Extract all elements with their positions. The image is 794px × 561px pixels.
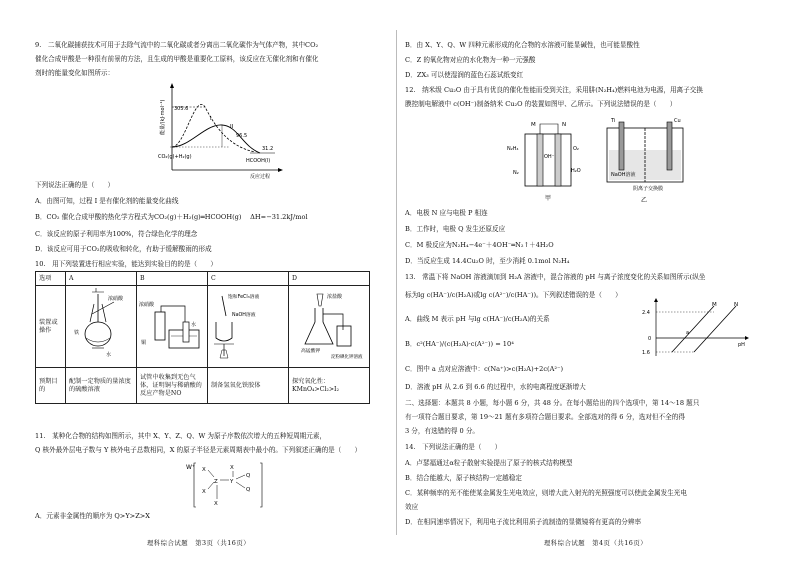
electrode-n: N [562,122,567,128]
fuel-n2h4: N₂H₄ [507,146,519,152]
q10-option-table [35,271,370,404]
membrane-label: 阴离子交换膜 [633,186,664,192]
q9-option-c: C．该反应的原子利用率为100%，符合绿色化学的理念 [35,230,198,238]
q14-option-c: C．某种频率的光不能使某金属发生光电效应，则增大此入射光的光照强度可以使此金属发生光电 [405,489,687,497]
row-label-device: 装置或操作 [36,286,66,368]
atom-q-2: Q [246,487,251,493]
apparatus-b [137,286,207,364]
purpose-a: 配制一定物质的量浓度的硫酸溶液 [66,368,137,404]
atom-w: W⁺ [186,464,196,471]
energy-ylabel: 能量/(kJ·mol⁻¹) [160,99,166,135]
q11-option-d: D．ZX₃ 可以使湿润的蓝色石蕊试纸变红 [405,71,524,79]
label-ki-starch: 淀粉碘化钾溶液 [331,355,363,360]
purpose-c: 制备氢氧化铁胶体 [208,368,289,404]
curve-m: M [712,302,717,308]
y-tick-0: 0 [648,336,652,342]
label-nitric-acid: 浓硝酸 [108,296,124,302]
header-d: D [289,272,370,286]
q12-option-a: A．电极 N 应与电极 P 相连 [405,209,488,217]
ion-oh: OH⁻ [544,154,555,160]
exam-page-4 [397,0,794,561]
header-a: A [66,272,137,286]
fig-jia: 甲 [545,195,552,202]
q10-stem: 10. 用下列装置进行相应实验，能达到实验目的的是（ ） [35,260,217,268]
fig-yi: 乙 [641,197,648,204]
q12-option-b: B．工作时，电极 Q 发生还原反应 [405,225,506,233]
q13-option-b: B．c²(HA⁻)/(c(H₂A)·c(A²⁻)) = 10⁴ [405,340,514,348]
q14-option-c-cont: 效应 [405,503,419,511]
header-option: 选项 [36,272,66,286]
q14-option-d: D．在相同速率情况下，利用电子流比利用质子流制造的显微镜将有更高的分辨率 [405,518,642,526]
q9-option-d: D．该反应可用于CO₂的吸收和转化，有助于缓解酸雨的形成 [35,245,212,253]
purpose-b: 试管中收集到无色气体，证明铜与稀硝酸的反应产物是NO [137,368,208,404]
part2-line-3: 3 分，有选错的得 0 分。 [405,427,480,435]
part2-line-1: 二、选择题：本题共 8 小题，每小题 6 分，共 48 分。在每小题给出的四个选项中，第 14～18 题只 [405,399,700,407]
page-footer-3: 理科综合试题 第3页（共16页） [146,539,251,547]
label-kmno4: 高锰酸钾 [301,349,321,354]
q14-option-b: B．结合能越大，原子核结构一定越稳定 [405,474,522,482]
gas-o2: O₂ [573,146,579,152]
label-hcl: 浓盐酸 [327,294,343,300]
water-h2o: H₂O [571,168,581,174]
atom-x-2: X [202,489,206,495]
atom-x-3: X [214,501,218,507]
electrode-m: M [531,122,536,128]
header-b: B [137,272,208,286]
q12-option-c: C．M 极反应为N₂H₄−4e⁻＋4OH⁻═N₂↑＋4H₂O [405,241,554,249]
product-label: HCOOH(l) [246,158,271,164]
q9-question: 下列说法正确的是（ ） [35,181,115,189]
gas-n2: N₂ [513,170,519,176]
energy-value-31: 31.2 [262,146,274,152]
q9-option-a: A．由图可知，过程 I 是有催化剂的能量变化曲线 [35,197,179,205]
q9-stem-line-3: 剂时的能量变化如图所示： [35,69,115,77]
atom-q-1: Q [246,473,251,479]
compound-structure [178,457,278,513]
y-tick-2-4: 2.4 [642,310,650,316]
energy-xlabel: 反应过程 [250,174,271,180]
q13-stem-line-1: 13. 常温下将 NaOH 溶液滴加到 H₂A 溶液中，混合溶液的 pH 与离子浓度变化的关系如图所示(纵坐 [405,273,706,281]
apparatus-d [289,286,369,364]
reactant-label: CO₂(g)+H₂(g) [158,154,192,160]
y-tick-1-6: 1.6 [642,350,650,356]
atom-z: Z [214,479,218,485]
curve-n: N [734,302,739,308]
energy-value-305: 305.6 [174,106,189,112]
label-b-water: 水 [191,322,197,328]
purpose-d: 探究氧化性：KMnO₄>Cl₂>I₂ [289,368,370,404]
label-water: 水 [106,352,112,358]
atom-x-4: X [230,465,234,471]
part2-line-2: 有一项符合题目要求，第 19～21 题有多项符合题目要求。全部选对的得 6 分，选对但不全的得 [405,413,685,421]
point-a: a [686,330,690,336]
label-b-nitric: 浓硝酸 [139,302,155,308]
apparatus-c [208,286,288,364]
q9-stem-line-1: 9. 二氧化碳捕获技术可用于去除气流中的二氧化碳或者分离出二氧化碳作为气体产物，其中CO₂ [35,41,319,49]
curve-label-1: I [210,116,212,122]
q11-stem-line-2: Q 核外最外层电子数与 Y 核外电子总数相同，X 的原子半径是元素周期表中最小的。下列叙述正确的是（ ） [35,446,362,454]
label-iron: 铁 [74,330,80,336]
q11-stem-line-1: 11. 某种化合物的结构如图所示，其中 X、Y、Z、Q、W 为原子序数依次增大的五种短周期元素， [35,432,327,440]
page-footer-4: 理科综合试题 第4页（共16页） [543,539,648,547]
electrolyte-naoh: NaOH溶液 [611,172,636,178]
q13-option-c: C．图中 a 点对应溶液中：c(Na⁺)>c(H₂A)+2c(A²⁻) [405,365,564,373]
header-c: C [208,272,289,286]
q11-option-b: B．由 X、Y、Q、W 四种元素形成的化合物的水溶液可能显碱性，也可能显酸性 [405,41,640,49]
q14-stem: 14. 下列说法正确的是（ ） [405,443,502,451]
x-axis-ph: pH [738,342,745,348]
q9-stem-line-2: 催化合成甲酸是一种很有前景的方法，且生成的甲酸是重要化工原料，该反应在无催化剂和有催化 [35,55,319,63]
label-naoh-c: NaOH溶液 [232,313,256,318]
electrode-ti: Ti [611,118,616,124]
q14-option-a: A．卢瑟福通过α粒子散射实验提出了原子的核式结构模型 [405,459,573,467]
q12-stem-line-1: 12. 纳米级 Cu₂O 由于具有优良的催化性能而受到关注，采用肼(N₂H₄)燃料电池为电源，用离子交换 [405,86,703,94]
energy-diagram [150,80,300,180]
apparatus-a [66,286,136,364]
curve-label-2: II [230,124,234,130]
label-fecl3: 饱和FeCl₃溶液 [228,295,260,300]
q11-option-a: A．元素非金属性的顺序为 Q>Y>Z>X [35,512,150,520]
q11-option-c: C．Z 的氧化物对应的水化物为一种一元强酸 [405,56,536,64]
q9-option-b: B．CO₂ 催化合成甲酸的热化学方程式为CO₂(g)＋H₂(g)═HCOOH(g) ΔH=−31.2kJ/mol [35,213,308,221]
ph-graph [642,298,752,360]
electrolysis-figure [507,114,707,206]
q12-stem-line-2: 膜控制电解液中 c(OH⁻)制备纳米 Cu₂O 的装置如图甲、乙所示。下列说法错误的是（ ） [405,100,677,108]
atom-x-1: X [202,467,206,473]
label-b-copper: 铜 [141,340,147,346]
q12-option-d: D．当反应生成 14.4Cu₂O 时，至少消耗 0.1mol N₂H₄ [405,257,570,265]
q13-option-a: A．曲线 M 表示 pH 与lg c(HA⁻)/c(H₂A)的关系 [405,315,550,323]
energy-value-96: 96.5 [236,133,248,139]
electrode-cu: Cu [674,118,681,124]
row-label-purpose: 预期目的 [36,368,66,404]
q13-option-d: D．溶液 pH 从 2.6 到 6.6 的过程中，水的电离程度逐渐增大 [405,383,586,391]
atom-y: Y [230,479,234,485]
q13-stem-line-2: 标为lg c(HA⁻)/c(H₂A)或lg c(A²⁻)/c(HA⁻))。下列叙述错误的是（ ） [405,291,622,299]
